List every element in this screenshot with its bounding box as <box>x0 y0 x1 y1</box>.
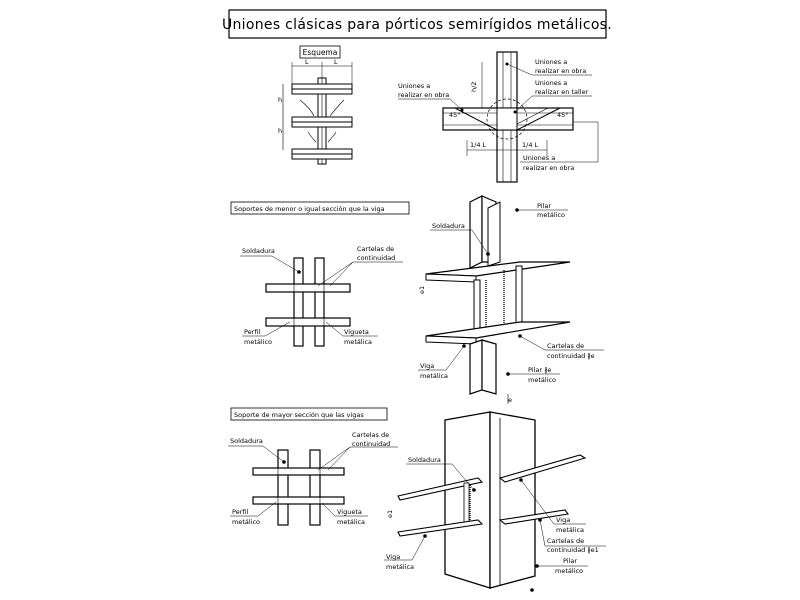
splice-angle-left: 45° <box>449 111 461 119</box>
s2-plan-stiffeners-2: continuidad <box>352 440 391 448</box>
schema-dim-h-top: h <box>278 96 283 104</box>
s2-plan-profile-2: metálico <box>232 518 261 526</box>
section1-heading: Soportes de menor o igual sección que la viga <box>234 205 385 213</box>
s2-iso-stiff-1: Cartelas de <box>547 537 585 545</box>
label-field-top-1: Uniones a <box>535 58 568 66</box>
schema-dim-l-right: L <box>334 58 338 66</box>
s1-plan-weld: Soldadura <box>242 247 275 255</box>
section1-plan <box>240 245 403 346</box>
s2-iso-beam-right-1: Viga <box>556 516 571 524</box>
s2-iso-beam-left-2: metálica <box>386 563 415 571</box>
s2-iso-column-1: Pilar <box>563 557 578 565</box>
s1-iso-beam-2: metálica <box>420 372 449 380</box>
s1-iso-column-2: metálico <box>537 211 566 219</box>
s1-iso-stiff-2: continuidad ∦e <box>547 352 595 360</box>
s2-iso-beam-left-1: Viga <box>386 553 401 561</box>
s1-plan-joist-2: metálica <box>344 338 373 346</box>
label-field-left-2: realizar en obra <box>398 91 450 99</box>
schema-diagram <box>278 46 352 164</box>
s1-iso-e-tag: e <box>508 396 512 404</box>
label-field-bottom-2: realizar en obra <box>523 164 575 172</box>
s1-iso-colbot-2: metálico <box>528 376 557 384</box>
s2-plan-joist-2: metálica <box>337 518 366 526</box>
s2-iso-column-2: metálico <box>555 567 584 575</box>
label-field-bottom-1: Uniones a <box>523 154 556 162</box>
schema-heading: Esquema <box>302 48 338 57</box>
splice-dim-quarter-left: 1/4 L <box>470 141 487 149</box>
s1-plan-stiffeners-2: continuidad <box>357 254 396 262</box>
schema-beam-middle <box>292 117 352 122</box>
splice-detail <box>398 52 598 182</box>
s1-iso-colbot-1: Pilar ∦e <box>528 366 552 374</box>
section2-isometric <box>384 412 606 592</box>
s1-iso-column-1: Pilar <box>537 202 552 210</box>
label-shop-2: realizar en taller <box>535 88 589 96</box>
s2-iso-beam-right-2: metálica <box>556 526 585 534</box>
s2-iso-stiff-2: continuidad ∦e1 <box>547 546 599 554</box>
s2-plan-weld: Soldadura <box>230 437 263 445</box>
schema-dim-l-left: L <box>305 58 309 66</box>
splice-dim-h2: h/2 <box>470 81 478 92</box>
schema-beam-bottom <box>292 149 352 154</box>
label-field-left-1: Uniones a <box>398 82 431 90</box>
splice-dim-quarter-right: 1/4 L <box>522 141 539 149</box>
s1-iso-stiff-1: Cartelas de <box>547 342 585 350</box>
s2-plan-profile-1: Perfil <box>232 508 249 516</box>
s1-plan-profile-1: Perfil <box>244 328 261 336</box>
s2-plan-joist-1: Vigueta <box>337 508 362 516</box>
schema-beam-top <box>292 84 352 89</box>
section2-heading: Soporte de mayor sección que las vigas <box>234 411 364 419</box>
s2-iso-weld: Soldadura <box>408 456 441 464</box>
s1-iso-weld: Soldadura <box>432 222 465 230</box>
page-title: Uniones clásicas para pórticos semirígidos metálicos. <box>221 17 613 33</box>
s1-iso-e1-tag: e1 <box>418 285 426 294</box>
s1-plan-profile-2: metálico <box>244 338 273 346</box>
s1-plan-stiffeners-1: Cartelas de <box>357 245 395 253</box>
s2-iso-e1-tag: e1 <box>386 509 394 518</box>
s2-plan-stiffeners-1: Cartelas de <box>352 431 390 439</box>
label-field-top-2: realizar en obra <box>535 67 587 75</box>
section2-plan <box>228 431 398 526</box>
s1-iso-beam-1: Viga <box>420 362 435 370</box>
label-shop-1: Uniones a <box>535 79 568 87</box>
schema-dim-h-bottom: h <box>278 127 283 135</box>
s1-plan-joist-1: Vigueta <box>344 328 369 336</box>
section1-isometric <box>418 196 604 404</box>
splice-angle-right: 45° <box>557 111 569 119</box>
